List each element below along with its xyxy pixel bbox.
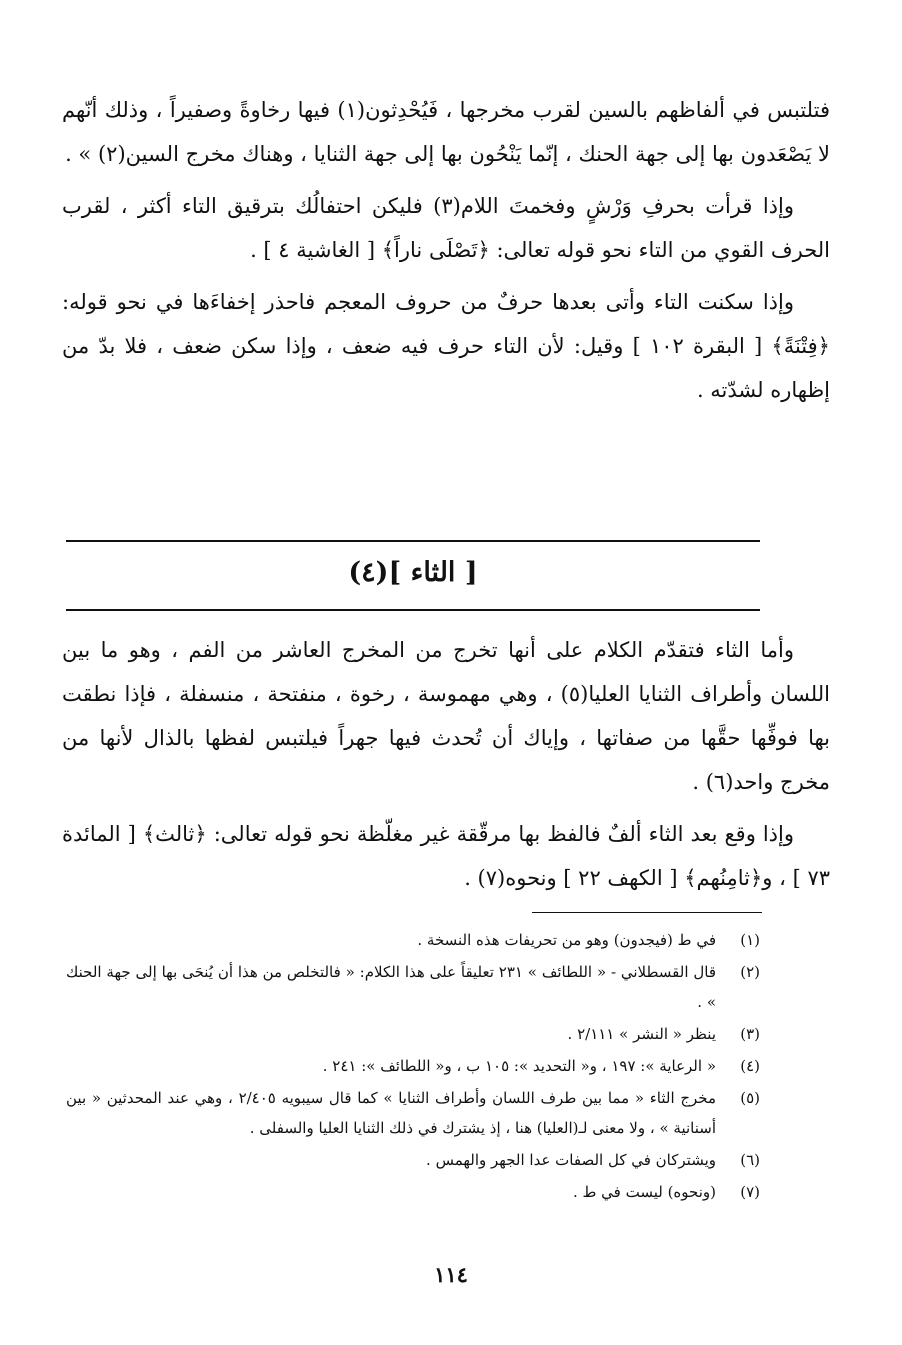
footnote-text: قال القسطلاني - « اللطائف » ٢٣١ تعليقاً على هذا الكلام: « فالتخلص من هذا أن يُنحَى بها إلى جهة الحنك » . (66, 963, 716, 1011)
footnote-number: (٧) (740, 1183, 760, 1201)
footnote-number: (٣) (740, 1025, 760, 1043)
footnote-item (66, 1145, 760, 1175)
section-paragraph-2: وإذا وقع بعد الثاء ألفٌ فالفظ بها مرقّقة غير مغلّظة نحو قوله تعالى: ﴿ثالث﴾ [ المائدة ٧٣ ] ، و﴿ثامِنُهم﴾ [ الكهف ٢٢ ] ونحوه(٧) . (62, 822, 830, 890)
footnote-number: (٦) (740, 1151, 760, 1169)
main-text-block (62, 88, 830, 420)
footnotes (66, 925, 760, 1209)
footnote-item (66, 1019, 760, 1049)
footnote-item (66, 1051, 760, 1081)
footnote-number: (١) (740, 931, 760, 949)
footnote-text: « الرعاية »: ١٩٧ ، و« التحديد »: ١٠٥ ب ، و« اللطائف »: ٢٤١ . (322, 1057, 716, 1075)
footnote-number: (٢) (740, 963, 760, 981)
page-number: ١١٤ (434, 1262, 468, 1287)
footnote-text: ويشتركان في كل الصفات عدا الجهر والهمس . (426, 1151, 716, 1169)
footnote-item (66, 925, 760, 955)
section-paragraph-1: وأما الثاء فتقدّم الكلام على أنها تخرج من المخرج العاشر من الفم ، وهو ما بين اللسان وأطراف الثنايا العليا(٥) ، وهي مهموسة ، رخوة ، منفتحة ، منسفلة ، فإذا نطقت بها فوفِّها حقَّها من صفاتها ، وإياك أن تُحدث فيها جهراً فيلتبس لفظها بالذال لأنها من مخرج واحد(٦) . (62, 638, 830, 794)
footnote-item (66, 1177, 760, 1207)
heading-rule-bottom (66, 609, 760, 611)
heading-rule-top (66, 540, 760, 542)
footnote-separator (532, 912, 762, 913)
footnote-text: ينظر « النشر » ٢/١١١ . (567, 1025, 716, 1043)
footnote-number: (٤) (740, 1057, 760, 1075)
footnote-text: مخرج الثاء « مما بين طرف اللسان وأطراف الثنايا » كما قال سيبويه ٢/٤٠٥ ، وهي عند المحدثين « بين أسنانية » ، ولا معنى لـ(العليا) هنا ، إذ يشترك في ذلك الثنايا العليا والسفلى . (66, 1089, 717, 1137)
footnote-item (66, 1083, 760, 1143)
footnote-item (66, 957, 760, 1017)
footnote-text: في ط (فيجدون) وهو من تحريفات هذه النسخة . (417, 931, 716, 949)
paragraph-3: وإذا سكنت التاء وأتى بعدها حرفٌ من حروف المعجم فاحذر إخفاءَها في نحو قوله: ﴿فِتْنَةً﴾ [ البقرة ١٠٢ ] وقيل: لأن التاء حرف فيه ضعف ، وإذا سكن ضعف ، فلا بدّ من إظهاره لشدّته . (62, 290, 830, 402)
paragraph-2: وإذا قرأت بحرفِ وَرْشٍ وفخمتَ اللام(٣) فليكن احتفالُك بترقيق التاء أكثر ، لقرب الحرف القوي من التاء نحو قوله تعالى: ﴿تَصْلَى ناراً﴾ [ الغاشية ٤ ] . (62, 194, 830, 262)
footnote-number: (٥) (740, 1089, 760, 1107)
footnote-text: (ونحوه) ليست في ط . (572, 1183, 716, 1201)
section-text-block (62, 628, 830, 908)
section-heading: [ الثاء ](٤) (348, 557, 478, 588)
paragraph-1: فتلتبس في ألفاظهم بالسين لقرب مخرجها ، فَيُحْدِثون(١) فيها رخاوةً وصفيراً ، وذلك أنّهم لا يَصْعَدون بها إلى جهة الحنك ، إنّما يَنْحُون بها إلى جهة الثنايا ، وهناك مخرج السين(٢) » . (62, 98, 831, 166)
